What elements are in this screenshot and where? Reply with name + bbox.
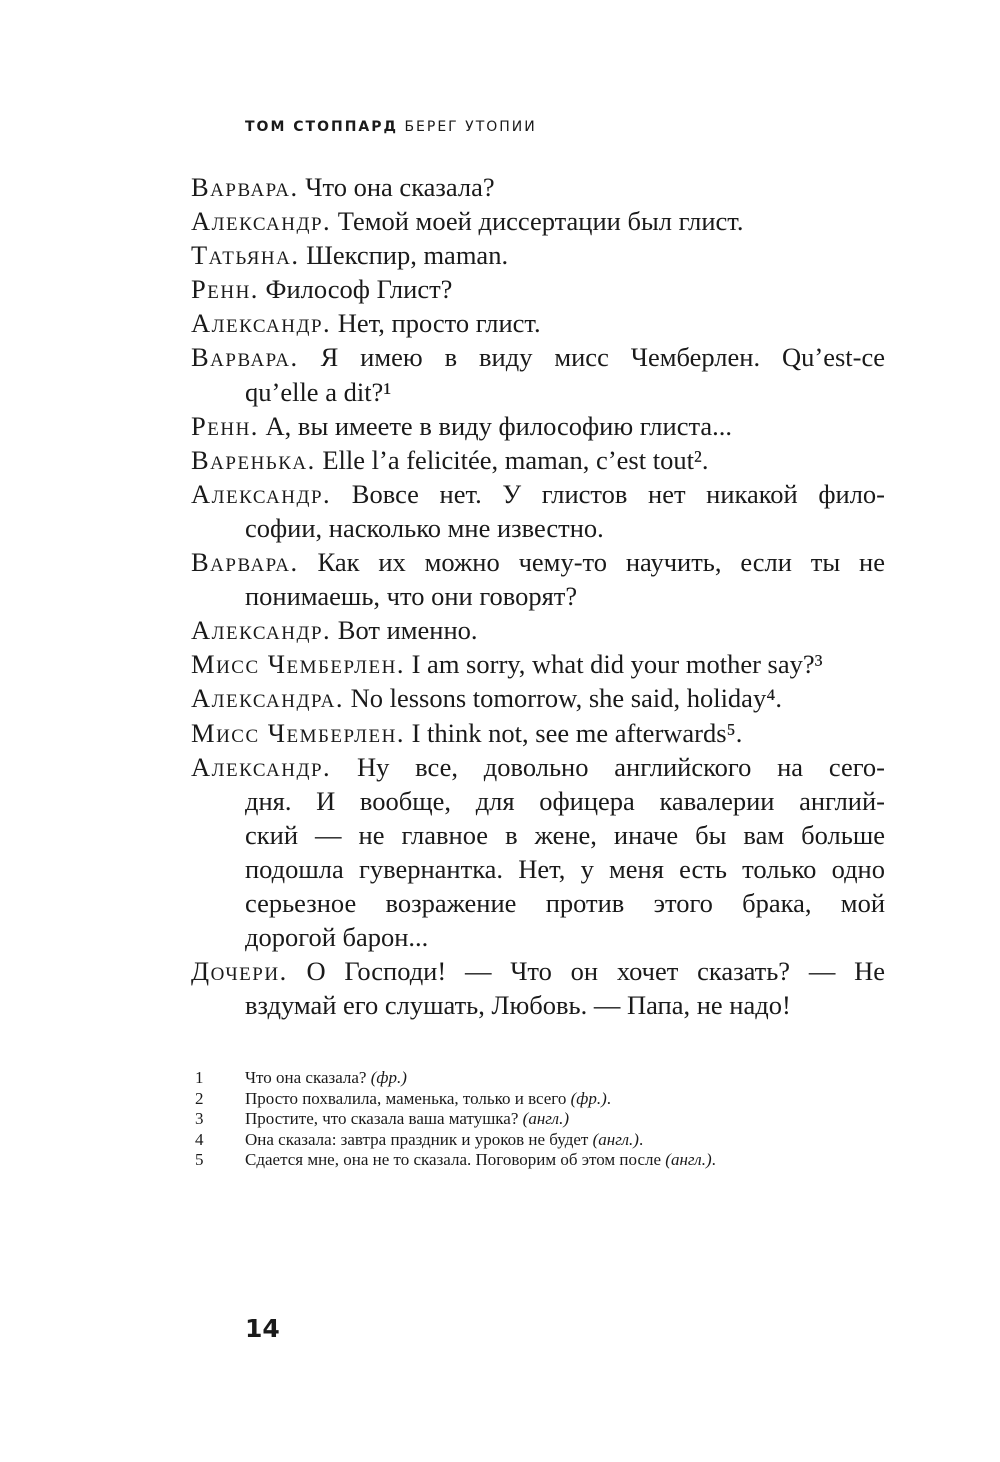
speech [191,954,885,1022]
speaker-name: Мисс Чемберлен. [191,717,405,748]
speech-text: подошла гувернантка. Нет, у меня есть только одно [245,853,885,884]
speech-line [191,818,885,852]
speech-text: Как их можно чему-то научить, если ты не [317,547,885,578]
footnote [195,1068,716,1089]
speech-line [191,647,885,681]
speech-line [191,340,885,374]
footnote-language: (англ.) [522,1109,569,1129]
speech-line [191,681,885,715]
footnote [195,1089,716,1110]
speaker-name: Мисс Чемберлен. [191,649,405,680]
speech-text: Elle l’a felicitée, maman, c’est tout². [322,444,709,475]
footnote-language: (фр.) [370,1068,407,1087]
speech-text: Вот именно. [337,615,478,646]
speech [191,647,885,681]
speech-line [191,238,885,272]
speech [191,477,885,545]
speaker-name: Александр. [191,206,332,237]
speaker-name: Александр. [191,615,332,646]
speaker-name: Ренн. [191,410,259,441]
footnote-body [245,1068,407,1089]
footnote [195,1150,716,1171]
footnote-tail: . [711,1150,716,1170]
speaker-name: Варвара. [191,172,299,202]
speech [191,750,885,955]
footnote-language: (фр.) [570,1088,607,1108]
footnote-text: Она сказала: завтра праздник и уроков не будет [245,1129,593,1149]
footnote-number: 4 [195,1129,204,1149]
footnote-language: (англ.) [592,1129,639,1149]
page-number: 14 [245,1314,280,1343]
speech-line [191,170,885,204]
speech-text: I think not, see me afterwards⁵. [411,717,743,748]
speech-text: А, вы имеете в виду философию глиста... [265,410,733,441]
footnote-body [245,1089,611,1110]
speech [191,409,885,443]
speech [191,716,885,750]
speech-line [191,750,885,784]
speech-line [191,954,885,988]
footnote-text: Что она сказала? [245,1068,371,1087]
footnote [195,1130,716,1151]
speech-line [191,886,885,920]
speaker-name: Дочери. [191,956,288,987]
speech-line [191,511,885,545]
speech [191,204,885,238]
footnote-number: 5 [195,1150,204,1170]
speech-text: Я имею в виду мисс Чемберлен. Qu’est-ce [320,342,885,373]
speech-line [191,409,885,443]
speech-line [191,477,885,511]
speech [191,238,885,272]
speech-line [191,272,885,306]
speaker-name: Ренн. [191,274,259,305]
footnote-number: 1 [195,1068,204,1087]
header-title: БЕРЕГ УТОПИИ [404,119,537,135]
footnotes [195,1068,716,1171]
speech-line [191,852,885,886]
speech-line [191,920,885,954]
footnote-language: (англ.) [665,1150,712,1170]
footnote-text: Просто похвалила, маменька, только и всего [245,1088,571,1108]
speech [191,340,885,408]
speech [191,443,885,477]
footnote [195,1109,716,1130]
header-author: ТОМ СТОППАРД [245,119,398,135]
speech-text: qu’elle a dit?¹ [245,376,392,407]
footnote-body [245,1109,569,1130]
speech-text: Ну все, довольно английского на сего- [356,751,885,782]
speech-line [191,306,885,340]
footnote-text: Простите, что сказала ваша матушка? [245,1109,523,1129]
speech-text: ский — не главное в жене, иначе бы вам больше [245,819,885,850]
speech-line [191,613,885,647]
footnote-tail: . [606,1088,612,1108]
speech-text: Шекспир, maman. [306,240,509,271]
speech-text: серьезное возражение против этого брака, мой [245,887,885,918]
speaker-name: Варвара. [191,547,299,578]
footnote-number: 3 [195,1109,204,1129]
speaker-name: Татьяна. [191,240,300,271]
speech-line [191,375,885,409]
speech [191,681,885,715]
speech [191,272,885,306]
footnote-tail: . [638,1129,644,1149]
speaker-name: Александр. [191,751,332,782]
speech-line [191,716,885,750]
speech-line [191,988,885,1022]
speaker-name: Александр. [191,308,332,339]
speech-text: Вовсе нет. У глистов нет никакой фило- [351,478,885,509]
speech-text: вздумай его слушать, Любовь. — Папа, не надо! [245,990,791,1021]
speech-text: понимаешь, что они говорят? [245,581,578,612]
footnote-body [245,1130,643,1151]
footnote-body [245,1150,716,1171]
speaker-name: Александр. [191,478,332,509]
speaker-name: Варенька. [191,444,316,475]
speech [191,613,885,647]
speech [191,170,885,204]
play-text [191,170,885,1022]
speech-text: О Господи! — Что он хочет сказать? — Не [306,956,885,987]
speech-text: Философ Глист? [265,274,453,305]
speech-text: Нет, просто глист. [337,308,541,339]
speech [191,545,885,613]
speech-line [191,204,885,238]
speaker-name: Александра. [191,683,344,714]
speech-line [191,443,885,477]
speech-text: Что она сказала? [305,172,495,202]
speaker-name: Варвара. [191,342,299,373]
speech [191,306,885,340]
speech-text: I am sorry, what did your mother say?³ [411,649,823,680]
speech-text: Темой моей диссертации был глист. [337,206,744,237]
speech-text: дня. И вообще, для офицера кавалерии англий- [245,785,885,816]
speech-line [191,579,885,613]
footnote-text: Сдается мне, она не то сказала. Поговорим об этом после [245,1150,666,1170]
speech-line [191,545,885,579]
footnote-number: 2 [195,1088,204,1108]
speech-text: софии, насколько мне известно. [245,512,604,543]
speech-text: No lessons tomorrow, she said, holiday⁴. [350,683,783,714]
speech-line [191,784,885,818]
speech-text: дорогой барон... [245,922,429,953]
running-header [245,119,537,135]
